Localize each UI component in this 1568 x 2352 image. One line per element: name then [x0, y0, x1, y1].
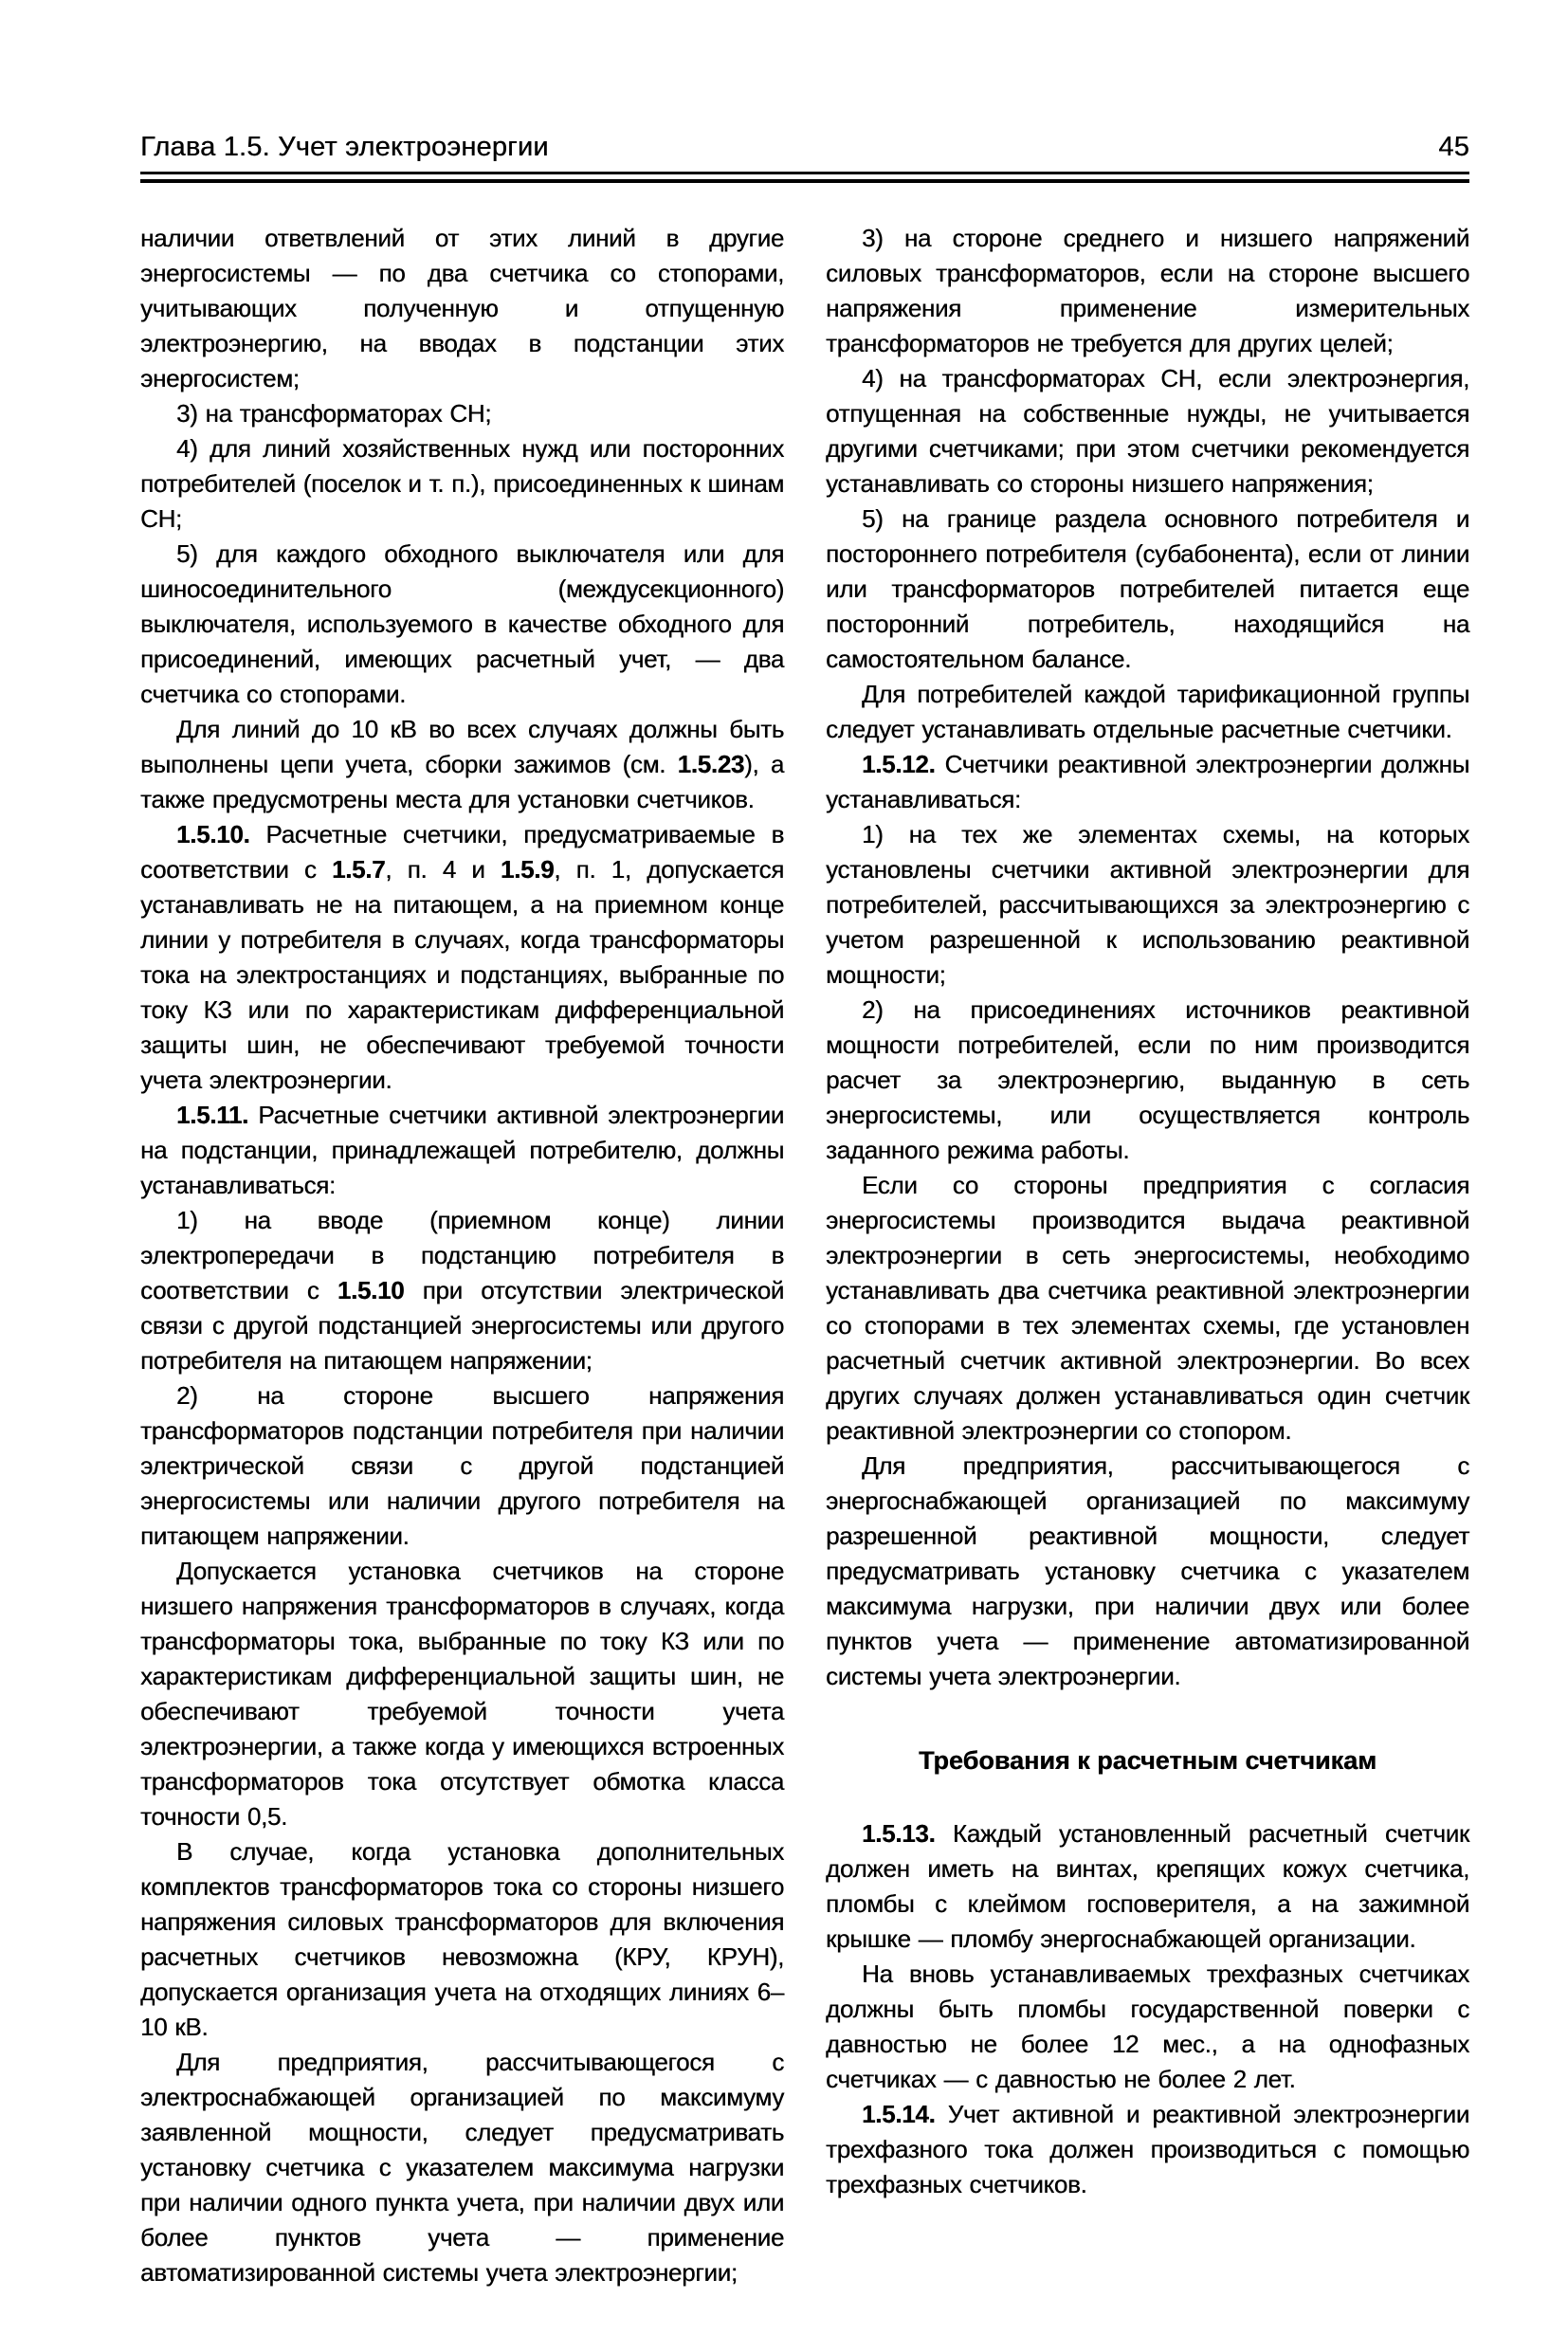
clause-number: 1.5.14. [862, 2100, 936, 2128]
clause-number: 1.5.13. [862, 1819, 936, 1848]
text-segment: ), а также предусмотрены места для установки счетчиков. [140, 750, 784, 813]
paragraph [140, 221, 784, 396]
paragraph [826, 1816, 1469, 1957]
text-segment: Для линий до 10 кВ во всех случаях должны быть выполнены цепи учета, сборки зажимов (см. [140, 715, 784, 778]
text-segment: Для предприятия, рассчитывающегося с электроснабжающей организацией по максимуму заявленной мощности, следует предусматривать установку счетчика с указателем максимума нагрузки при наличии одного пункта учета, при наличии двух или более пунктов учета — применение автоматизированной системы учета электроэнергии; [140, 2048, 784, 2287]
text-segment: Если со стороны предприятия с согласия энергосистемы производится выдача реактивной электроэнергии в сеть энергосистемы, необходимо устанавливать два счетчика реактивной электроэнергии со стопорами в тех элементах схемы, где установлен расчетный счетчик активной электроэнергии. Во всех других случаях должен устанавливаться один счетчик реактивной электроэнергии со стопором. [826, 1171, 1469, 1445]
text-segment: Допускается установка счетчиков на стороне низшего напряжения трансформаторов в случаях, когда трансформаторы тока, выбранные по току КЗ или по характеристикам дифференциальной защиты шин, не обеспечивают требуемой точности учета электроэнергии, а также когда у имеющихся встроенных трансформаторов тока отсутствует обмотка класса точности 0,5. [140, 1557, 784, 1831]
paragraph [826, 221, 1469, 361]
paragraph [140, 431, 784, 537]
text-segment: при отсутствии электрической связи с другой подстанцией энергосистемы или другого потребителя на питающем напряжении; [140, 1276, 784, 1375]
text-segment: Каждый установленный расчетный счетчик должен иметь на винтах, крепящих кожух счетчика, пломбы с клеймом госповерителя, а на зажимной крышке — пломбу энергоснабжающей организации. [826, 1819, 1469, 1953]
clause-number: 1.5.7 [331, 855, 386, 884]
text-segment: 2) на стороне высшего напряжения трансформаторов подстанции потребителя при наличии электрической связи с другой подстанцией энергосистемы или наличии другого потребителя на питающем напряжении. [140, 1381, 784, 1550]
clause-number: 1.5.12. [862, 750, 936, 778]
header-rule-bottom [140, 179, 1469, 183]
chapter-title: Глава 1.5. Учет электроэнергии [140, 132, 549, 162]
paragraph [826, 501, 1469, 677]
text-segment: 5) на границе раздела основного потребителя и постороннего потребителя (субабонента), если от линии или трансформаторов потребителей питается еще посторонний потребитель, находящийся на самостоятельном балансе. [826, 504, 1469, 673]
paragraph [826, 993, 1469, 1168]
clause-number: 1.5.10. [176, 820, 250, 848]
paragraph [140, 1834, 784, 2045]
clause-number: 1.5.11. [176, 1101, 248, 1129]
paragraph [826, 361, 1469, 501]
text-segment: Для предприятия, рассчитывающегося с энергоснабжающей организацией по максимуму разрешенной реактивной мощности, следует предусматривать установку счетчика с указателем максимума нагрузки, при наличии двух или более пунктов учета — применение автоматизированной системы учета электроэнергии. [826, 1451, 1469, 1690]
paragraph [140, 817, 784, 1098]
text-segment: 4) для линий хозяйственных нужд или посторонних потребителей (поселок и т. п.), присоединенных к шинам СН; [140, 434, 784, 533]
text-segment: Учет активной и реактивной электроэнергии трехфазного тока должен производиться с помощью трехфазных счетчиков. [826, 2100, 1469, 2198]
text-segment: 2) на присоединениях источников реактивной мощности потребителей, если по ним производится расчет за электроэнергию, выданную в сеть энергосистемы, или осуществляется контроль заданного режима работы. [826, 995, 1469, 1164]
page-header [140, 131, 1469, 163]
text-segment: Расчетные счетчики активной электроэнергии на подстанции, принадлежащей потребителю, должны устанавливаться: [140, 1101, 784, 1199]
text-segment: 5) для каждого обходного выключателя или для шиносоединительного (междусекционного) выключателя, используемого в качестве обходного для присоединений, имеющих расчетный учет, — два счетчика со стопорами. [140, 539, 784, 708]
text-segment: Для потребителей каждой тарификационной группы следует устанавливать отдельные расчетные счетчики. [826, 680, 1469, 743]
paragraph [826, 817, 1469, 993]
clause-number: 1.5.10 [337, 1276, 405, 1304]
text-segment: 1) на вводе (приемном конце) линии электропередачи в подстанцию потребителя в соответствии с [140, 1206, 784, 1304]
text-segment: , п. 1, допускается устанавливать не на питающем, а на приемном конце линии у потребителя в случаях, когда трансформаторы тока на электростанциях и подстанциях, выбранные по току КЗ или по характеристикам дифференциальной защиты шин, не обеспечивают требуемой точности учета электроэнергии. [140, 855, 784, 1094]
text-segment: На вновь устанавливаемых трехфазных счетчиках должны быть пломбы государственной поверки с давностью не более 12 мес., а на однофазных счетчиках — с давностью не более 2 лет. [826, 1960, 1469, 2093]
clause-number: 1.5.9 [500, 855, 555, 884]
page-number: 45 [1438, 132, 1469, 162]
paragraph [140, 1378, 784, 1554]
text-segment: Счетчики реактивной электроэнергии должны устанавливаться: [826, 750, 1469, 813]
paragraph [140, 396, 784, 431]
paragraph [140, 1098, 784, 1203]
paragraph [140, 1203, 784, 1378]
clause-number: 1.5.23 [677, 750, 745, 778]
paragraph [140, 2045, 784, 2290]
text-segment: 3) на стороне среднего и низшего напряжений силовых трансформаторов, если на стороне высшего напряжения применение измерительных трансформаторов не требуется для других целей; [826, 224, 1469, 357]
paragraph [826, 1449, 1469, 1694]
paragraph [826, 1957, 1469, 2097]
header-rule-top [140, 172, 1469, 174]
section-heading: Требования к расчетным счетчикам [918, 1746, 1377, 1775]
right-column [826, 221, 1469, 2290]
paragraph [826, 2097, 1469, 2202]
text-segment: В случае, когда установка дополнительных комплектов трансформаторов тока со стороны низшего напряжения силовых трансформаторов для включения расчетных счетчиков невозможна (КРУ, КРУН), допускается организация учета на отходящих линиях 6–10 кВ. [140, 1837, 784, 2041]
text-segment: Расчетные счетчики, предусматриваемые в соответствии с [140, 820, 784, 884]
paragraph [140, 1554, 784, 1834]
text-segment: 1) на тех же элементах схемы, на которых установлены счетчики активной электроэнергии для потребителей, рассчитывающихся за электроэнергию с учетом разрешенной к использованию реактивной мощности; [826, 820, 1469, 989]
text-segment: , п. 4 и [385, 855, 501, 884]
left-column [140, 221, 784, 2290]
paragraph [140, 712, 784, 817]
text-segment: наличии ответвлений от этих линий в другие энергосистемы — по два счетчика со стопорами, учитывающих полученную и отпущенную электроэнергию, на вводах в подстанции этих энергосистем; [140, 224, 784, 392]
text-columns [140, 221, 1469, 2290]
text-segment: 4) на трансформаторах СН, если электроэнергия, отпущенная на собственные нужды, не учитывается другими счетчиками; при этом счетчики рекомендуется устанавливать со стороны низшего напряжения; [826, 364, 1469, 498]
paragraph [826, 747, 1469, 817]
text-segment: 3) на трансформаторах СН; [176, 399, 492, 428]
paragraph [826, 677, 1469, 747]
paragraph [140, 537, 784, 712]
paragraph [826, 1168, 1469, 1449]
